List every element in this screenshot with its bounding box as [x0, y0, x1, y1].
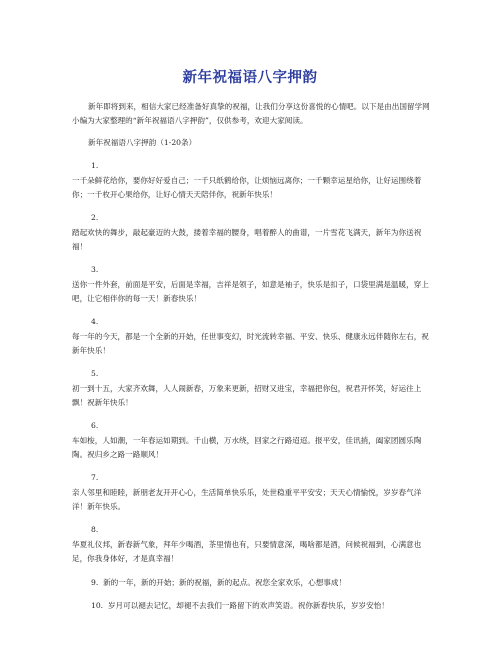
item-number: 8.	[91, 525, 99, 534]
list-item	[72, 263, 432, 306]
list-item	[72, 211, 432, 254]
list-item	[72, 315, 432, 358]
item-number: 2.	[91, 213, 99, 222]
item-text: 送你一件外套，前面是平安，后面是幸福，吉祥是领子，如意是袖子，快乐是扣子，口袋里满是温暖，穿上吧，让它相伴你的每一天！新春快乐！	[72, 280, 429, 303]
item-number: 6.	[91, 421, 99, 430]
section-subtitle: 新年祝福语八字押韵（1-20条）	[88, 138, 197, 147]
list-item	[72, 419, 432, 462]
item-text: 亲人邻里和睦睦，新朋老友开开心心，生活简单快乐乐，处世稳重平平安安；天天心情愉悦，岁岁春气洋洋！新年快乐。	[72, 488, 422, 511]
item-number: 10.	[91, 601, 104, 610]
list-item	[72, 471, 432, 514]
item-number: 4.	[91, 317, 99, 326]
item-text: 初一到十五，大家齐欢舞，人人闹新春，万象来更新，招财又进宝，幸福把你包，祝君开怀笑，好运往上飘！祝新年快乐！	[72, 384, 422, 407]
list-item	[72, 523, 432, 566]
list-item	[72, 159, 432, 202]
item-text: 新的一年，新的开始；新的祝福，新的起点。祝您全家欢乐，心想事成！	[103, 578, 347, 587]
item-text: 每一年的今天，都是一个全新的开始，任世事变幻，时光流转幸福、平安、快乐、健康永远伴随你左右，祝新年快乐！	[72, 332, 429, 355]
item-text: 一千朵鲜花给你，要你好好爱自己；一千只纸鹤给你，让烦恼远离你；一千颗幸运星给你，让好运围绕着你；一千枚开心果给你，让好心情天天陪伴你，祝新年快乐！	[72, 176, 422, 199]
item-number: 7.	[91, 473, 99, 482]
intro-paragraph: 新年即将到来，相信大家已经准备好真挚的祝福，让我们分享这份喜悦的心情吧。以下是由出国留学网小编为大家整理的“新年祝福语八字押韵”，仅供参考，欢迎大家阅读。	[72, 102, 430, 125]
list-item	[91, 576, 432, 590]
list-item	[91, 599, 432, 613]
item-text: 车如梭，人如潮，一年春运如期到。千山横，万水绕，回家之行路迢迢。报平安，佳讯捎，阖家团圆乐陶陶。祝归乡之路一路顺风！	[72, 436, 422, 459]
list-item	[72, 367, 432, 410]
item-number: 3.	[91, 265, 99, 274]
item-number: 1.	[91, 161, 99, 170]
item-number: 5.	[91, 369, 99, 378]
item-number: 9.	[91, 578, 99, 587]
document-body	[72, 100, 432, 613]
item-text: 华夏礼仪邦，新春新气象，拜年少喝酒，茶里情也有，只要情意深，喝啥都是酒，问候祝福到，心满意也足，你我身体好，才是真幸福！	[72, 540, 422, 563]
item-text: 岁月可以褪去记忆，却褪不去我们一路留下的欢声笑语。祝你新春快乐，岁岁安怡！	[107, 601, 389, 610]
document-title: 新年祝福语八字押韵	[182, 70, 318, 86]
item-text: 踏起欢快的舞步，敲起豪迈的大鼓，搂着幸福的腰身，唱着醉人的曲谱，一片雪花飞满天，新年为你送祝福！	[72, 228, 422, 251]
